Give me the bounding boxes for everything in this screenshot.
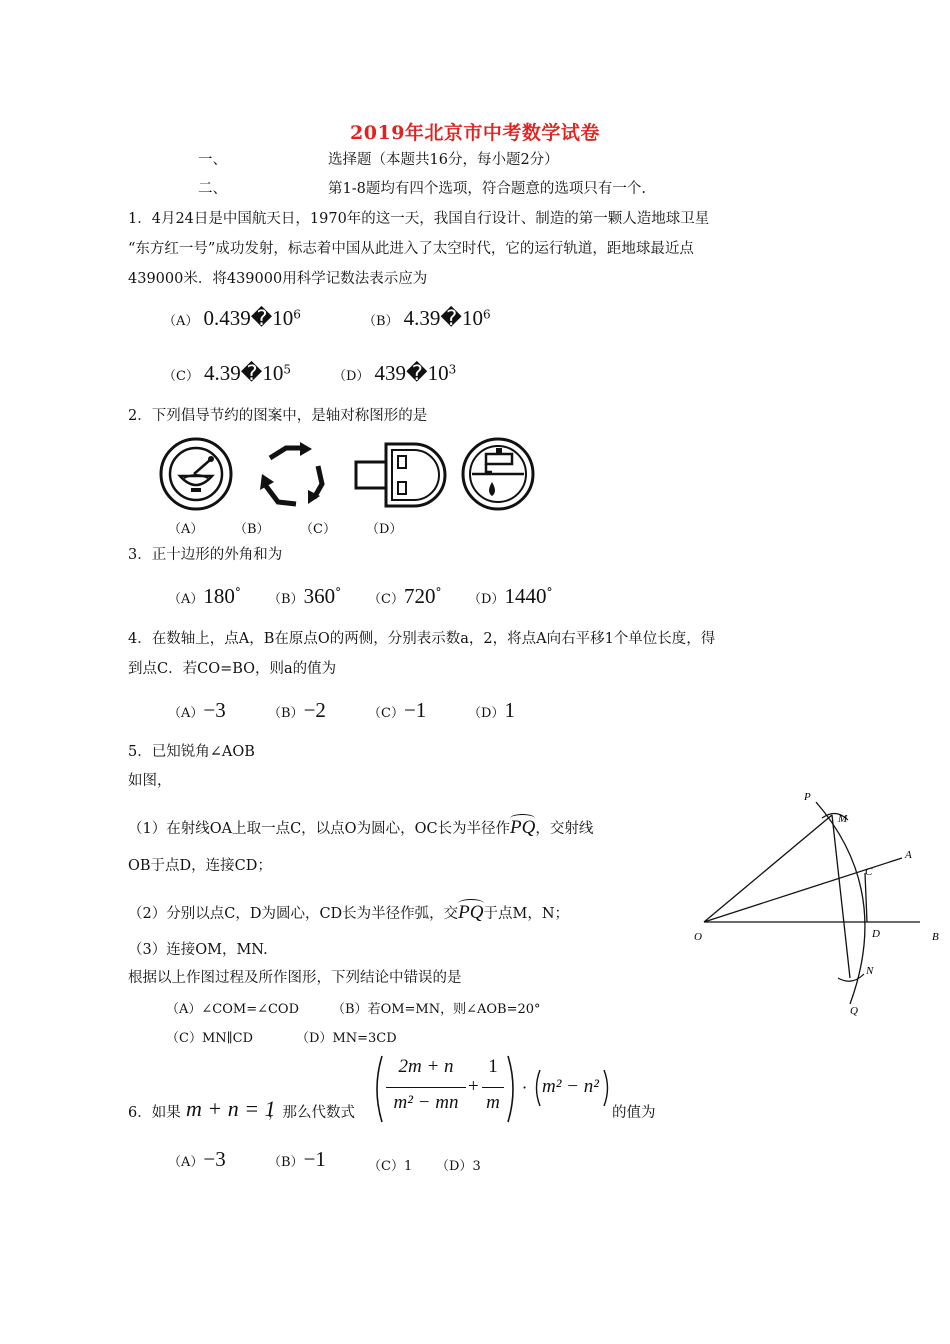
frac1-denominator: m² − mn [393,1092,459,1113]
q1-line3: 439000米．将439000用科学记数法表示应为 [128,271,428,287]
label-n: N [866,965,874,977]
q5-option-b[interactable] [332,998,541,1017]
option-value: −3 [203,1147,226,1171]
label-p: P [804,791,811,803]
option-label: （D） [333,369,370,384]
option-label: （A） [163,314,199,329]
q3-stem: 3．正十边形的外角和为 [128,547,283,563]
plus-sign: + [468,1076,479,1097]
q1-option-b[interactable] [363,306,491,331]
right-paren-icon [602,1068,612,1108]
option-value: 3 [472,1159,481,1174]
dot-operator: · [522,1078,528,1097]
plug-icon[interactable] [352,440,450,510]
arc-pq: PQ [510,817,536,838]
q4-option-d[interactable] [468,698,515,723]
q6-prefix: 6．如果 [128,1105,181,1121]
section-two-text: 第1-8题均有四个选项，符合题意的选项只有一个. [328,181,646,197]
option-value: 360 [303,584,336,608]
frac1-numerator: 2m + n [398,1056,454,1077]
option-label: （B） [268,592,304,607]
q6-option-c[interactable] [368,1155,412,1174]
option-value: −1 [303,1147,326,1171]
degree-mark: ° [435,585,442,600]
q1-line2: “东方红一号”成功发射，标志着中国从此进入了太空时代，它的运行轨道，距地球最近点 [128,241,694,257]
option-exponent: 6 [293,307,301,322]
option-label: （C） [368,706,404,721]
option-exponent: 5 [283,362,291,377]
q5-step1 [128,818,593,839]
label-d: D [872,928,880,940]
page-title: 2019年北京市中考数学试卷 [350,122,600,144]
section-two-label: 二、 [198,181,227,197]
left-paren-icon [370,1054,384,1124]
q3-option-b[interactable] [268,584,341,609]
q2-label-a: （A） [168,522,204,537]
q5-intro: 如图， [128,773,172,789]
option-label: （D） [436,1159,473,1174]
q4-line2: 到点C．若CO=BO，则a的值为 [128,661,337,677]
option-text: ∠COM=∠COD [201,1002,300,1017]
segment-mn [832,815,850,978]
q1-option-a[interactable] [163,306,301,331]
q6-condition: m + n = 1 [186,1096,276,1121]
q5-option-c[interactable] [166,1027,253,1046]
segment-om [704,815,832,922]
option-label: （A） [168,1155,204,1170]
q5-stem: 5．已知锐角∠AOB [128,744,255,760]
option-value: 4.39�10 [204,361,284,385]
bowl-icon[interactable] [158,436,234,512]
option-label: （C） [163,369,199,384]
label-b: B [932,931,939,943]
section-one-label: 一、 [198,152,227,168]
option-label: （D） [468,592,505,607]
degree-mark: ° [546,585,553,600]
option-label: （D） [296,1031,333,1046]
faucet-icon[interactable] [460,436,536,512]
q5-step2 [128,903,569,924]
q5-question: 根据以上作图过程及所作图形，下列结论中错误的是 [128,970,462,986]
arc-pq-figure [816,802,865,1004]
option-label: （B） [268,1155,304,1170]
q6-option-a[interactable] [168,1147,226,1172]
q2-label-b: （B） [234,522,270,537]
q5-step1-text-end: ，交射线 [535,821,594,837]
option-value: −2 [303,698,326,722]
segment-cd [865,873,867,922]
q6-option-b[interactable] [268,1147,326,1172]
q2-label-d: （D） [366,522,403,537]
option-value: 439�10 [374,361,449,385]
q5-step1-cont: OB于点D，连接CD； [128,858,272,874]
q5-option-d[interactable] [296,1027,397,1046]
q5-step2-text-end: 于点M，N； [483,906,570,922]
q3-option-c[interactable] [368,584,441,609]
option-label: （A） [168,706,204,721]
option-text: 若OM=MN，则∠AOB=20° [367,1002,541,1017]
label-m: M [838,813,848,825]
option-label: （D） [468,706,505,721]
label-q: Q [850,1005,858,1017]
left-paren-icon [532,1068,542,1108]
label-c: C [865,866,873,878]
option-value: 1440 [504,584,547,608]
q6-option-d[interactable] [436,1155,481,1174]
recycle-icon[interactable] [256,440,332,510]
q1-option-d[interactable] [333,361,456,386]
label-a: A [905,849,912,861]
option-value: 0.439�10 [203,306,294,330]
q5-step3: （3）连接OM，MN. [128,942,268,958]
q3-option-a[interactable] [168,584,241,609]
option-value: 1 [504,698,515,722]
degree-mark: ° [234,585,241,600]
option-value: −1 [403,698,427,722]
frac1-bar [386,1087,466,1088]
section-one-text: 选择题（本题共16分，每小题2分） [328,152,559,168]
option-value: 180 [203,584,235,608]
q6-expression [370,1054,614,1124]
q5-geometry-figure [680,780,950,1020]
q4-line1: 4．在数轴上，点A，B在原点O的两侧，分别表示数a，2，将点A向右平移1个单位长度，得 [128,631,716,647]
frac2-bar [482,1087,504,1088]
q4-option-b[interactable] [268,698,326,723]
option-label: （A） [168,592,204,607]
option-text: MN=3CD [332,1031,397,1046]
q3-option-d[interactable] [468,584,552,609]
option-value: 4.39�10 [403,306,483,330]
arc-pq: PQ [458,902,484,923]
option-exponent: 6 [482,307,491,322]
factor: m² − n² [542,1076,599,1097]
q2-label-c: （C） [300,522,336,537]
q6-suffix: 的值为 [612,1105,656,1121]
option-text: MN∥CD [201,1031,254,1046]
option-label: （C） [368,1159,404,1174]
q5-option-a[interactable] [166,998,299,1017]
option-label: （B） [332,1002,368,1017]
q2-stem: 2．下列倡导节约的图案中，是轴对称图形的是 [128,408,428,424]
option-exponent: 3 [448,362,457,377]
option-label: （B） [268,706,304,721]
q5-step1-text: （1）在射线OA上取一点C，以点O为圆心，OC长为半径作 [128,821,511,837]
q4-option-a[interactable] [168,698,226,723]
option-label: （C） [166,1031,202,1046]
q1-option-c[interactable] [163,361,291,386]
option-label: （A） [166,1002,202,1017]
frac2-numerator: 1 [488,1056,498,1077]
option-label: （B） [363,314,399,329]
q5-step2-text: （2）分别以点C，D为圆心，CD长为半径作弧，交 [128,906,459,922]
frac2-denominator: m [486,1092,500,1113]
arc-mark-n [838,974,864,981]
option-value: −3 [203,698,226,722]
label-o: O [694,931,702,943]
option-value: 720 [403,584,436,608]
option-value: 1 [403,1159,413,1174]
degree-mark: ° [335,585,342,600]
option-label: （C） [368,592,404,607]
q1-line1: 1．4月24日是中国航天日，1970年的这一天，我国自行设计、制造的第一颗人造地球卫星 [128,211,710,227]
right-paren-icon [506,1054,520,1124]
q6-middle: ，那么代数式 [268,1105,355,1121]
q4-option-c[interactable] [368,698,426,723]
